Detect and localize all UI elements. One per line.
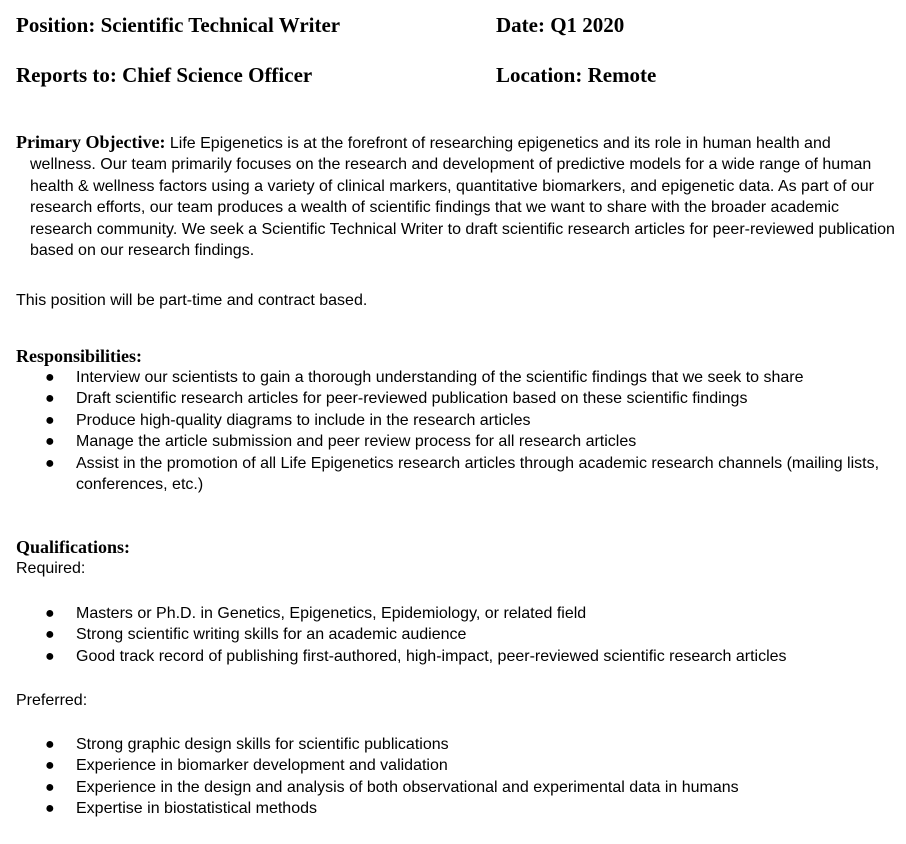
required-qualification-item (16, 646, 896, 667)
responsibility-item-text: Interview our scientists to gain a thorough understanding of the scientific findings that we seek to share (76, 369, 804, 386)
bullet-icon: ● (45, 390, 55, 408)
preferred-qualification-item (16, 755, 896, 776)
responsibilities-section (16, 345, 896, 495)
bullet-icon: ● (45, 757, 55, 775)
qualifications-heading: Qualifications: (16, 537, 131, 557)
bullet-icon: ● (45, 736, 55, 753)
bullet-icon: ● (45, 369, 55, 386)
location-label: Location: Remote (496, 63, 657, 87)
preferred-label: Preferred: (16, 692, 88, 709)
required-qualification-item (16, 603, 896, 624)
qualifications-section (16, 536, 896, 579)
required-label: Required: (16, 560, 86, 577)
responsibility-item (16, 453, 896, 496)
responsibility-item (16, 367, 896, 388)
responsibility-item (16, 410, 896, 431)
preferred-qualification-item-text: Experience in the design and analysis of both observational and experimental data in humans (76, 778, 739, 796)
position-title: Position: Scientific Technical Writer (16, 13, 341, 37)
date-label: Date: Q1 2020 (496, 13, 625, 37)
bullet-icon: ● (45, 647, 55, 665)
required-list-wrapper (16, 603, 896, 667)
responsibility-item-text: Assist in the promotion of all Life Epigenetics research articles through academic research channels (mailing lists, conferences, etc.) (76, 454, 880, 494)
primary-objective-text: Life Epigenetics is at the forefront of researching epigenetics and its role in human health and wellness. Our team primarily focuses on the research and development of predictive models for a wide range of human health & wellness factors using a variety of clinical markers, quantitative biomarkers, and epigenetic data. As part of our research efforts, our team produces a wealth of scientific findings that we want to share with the broader academic research community. We seek a Scientific Technical Writer to draft scientific research articles for peer-reviewed publication based on our research findings. (30, 135, 895, 260)
required-list (16, 603, 896, 667)
bullet-icon: ● (45, 411, 55, 429)
preferred-qualification-item-text: Strong graphic design skills for scientific publications (76, 736, 449, 753)
responsibilities-heading: Responsibilities: (16, 346, 143, 366)
responsibility-item (16, 388, 896, 409)
bullet-icon: ● (45, 605, 55, 622)
bullet-icon: ● (45, 626, 55, 644)
responsibility-item-text: Produce high-quality diagrams to include in the research articles (76, 411, 531, 429)
responsibility-item-text: Manage the article submission and peer review process for all research articles (76, 433, 637, 451)
primary-objective-paragraph (16, 132, 896, 261)
bullet-icon: ● (45, 433, 55, 451)
preferred-qualification-item-text: Experience in biomarker development and validation (76, 757, 448, 775)
bullet-icon: ● (45, 778, 55, 796)
required-qualification-item-text: Masters or Ph.D. in Genetics, Epigenetics, Epidemiology, or related field (76, 605, 587, 622)
bullet-icon: ● (45, 800, 55, 818)
preferred-list (16, 734, 896, 820)
required-qualification-item (16, 624, 896, 645)
preferred-list-wrapper (16, 734, 896, 820)
required-qualification-item-text: Strong scientific writing skills for an academic audience (76, 626, 467, 644)
contract-note: This position will be part-time and contract based. (16, 292, 368, 309)
preferred-qualification-item-text: Expertise in biostatistical methods (76, 800, 317, 818)
responsibility-item (16, 431, 896, 452)
preferred-qualification-item (16, 777, 896, 798)
preferred-qualification-item (16, 798, 896, 819)
reports-to-label: Reports to: Chief Science Officer (16, 63, 313, 87)
bullet-icon: ● (45, 454, 55, 472)
responsibilities-list (16, 367, 896, 495)
responsibility-item-text: Draft scientific research articles for peer-reviewed publication based on these scientific findings (76, 390, 748, 408)
preferred-qualification-item (16, 734, 896, 755)
required-qualification-item-text: Good track record of publishing first-authored, high-impact, peer-reviewed scientific research articles (76, 647, 787, 665)
primary-objective-label: Primary Objective: (16, 132, 166, 152)
